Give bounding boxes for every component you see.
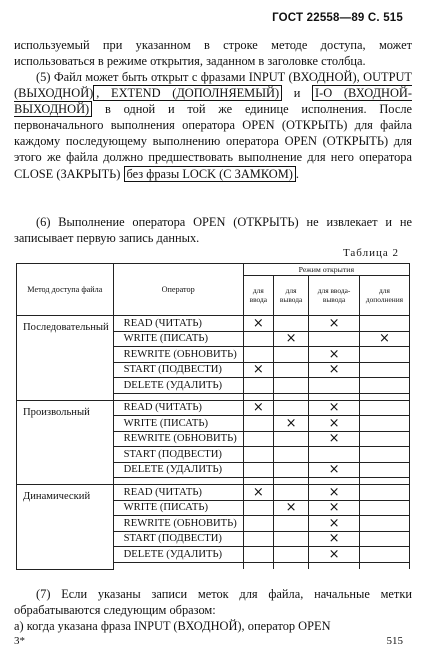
mark-cell xyxy=(359,378,409,394)
table-row xyxy=(17,316,410,332)
mark-cell xyxy=(243,447,273,463)
paragraph-7-text: (7) Если указаны записи меток для файла, начальные метки обрабатываются следующим образом: xyxy=(14,587,412,618)
boxed-phrase-io: I-O (ВХОДНОЙ-ВЫХОДНОЙ) xyxy=(14,86,413,117)
header-mode-io: для ввода-вывода xyxy=(309,276,360,316)
mark-cell: × xyxy=(309,416,360,432)
mark-cell: × xyxy=(309,400,360,416)
header-open-mode: Режим открытия xyxy=(243,264,409,276)
mark-cell xyxy=(243,347,273,363)
mark-cell xyxy=(273,362,308,378)
signature-mark: 3* xyxy=(14,635,25,647)
paragraph-6 xyxy=(14,214,412,246)
mark-cell xyxy=(359,462,409,478)
mark-cell: × xyxy=(309,547,360,563)
mark-cell xyxy=(359,531,409,547)
spacer-cell xyxy=(243,393,273,400)
mark-cell xyxy=(243,416,273,432)
mark-cell: × xyxy=(243,485,273,501)
header-mode-extend: для дополнения xyxy=(359,276,409,316)
paragraph-6-text: (6) Выполнение оператора OPEN (ОТКРЫТЬ) не извлекает и не записывает первую запись данных. xyxy=(14,215,412,246)
mark-cell: × xyxy=(309,462,360,478)
mark-cell xyxy=(309,378,360,394)
mark-cell xyxy=(273,547,308,563)
operator-cell: START (ПОДВЕСТИ) xyxy=(113,531,243,547)
mark-cell: × xyxy=(309,362,360,378)
mark-cell xyxy=(243,547,273,563)
access-method-cell: Произвольный xyxy=(17,400,114,485)
operator-cell: DELETE (УДАЛИТЬ) xyxy=(113,547,243,563)
table-caption: Таблица 2 xyxy=(342,247,399,259)
operator-cell: START (ПОДВЕСТИ) xyxy=(113,447,243,463)
mark-cell xyxy=(273,378,308,394)
mark-cell xyxy=(273,347,308,363)
access-method-cell: Динамический xyxy=(17,485,114,570)
operator-cell: READ (ЧИТАТЬ) xyxy=(113,400,243,416)
boxed-phrase-extend: , EXTEND (ДОПОЛНЯЕМЫЙ) xyxy=(93,85,282,101)
spacer-cell xyxy=(359,393,409,400)
mark-cell xyxy=(273,531,308,547)
page-number: 515 xyxy=(386,635,403,647)
spacer-cell xyxy=(273,562,308,569)
spacer-cell xyxy=(309,393,360,400)
operator-cell: REWRITE (ОБНОВИТЬ) xyxy=(113,347,243,363)
mark-cell: × xyxy=(309,531,360,547)
operator-cell: REWRITE (ОБНОВИТЬ) xyxy=(113,431,243,447)
header-mode-output: для вывода xyxy=(273,276,308,316)
spacer-cell xyxy=(243,562,273,569)
mark-cell xyxy=(243,331,273,347)
mark-cell xyxy=(309,447,360,463)
mark-cell xyxy=(273,485,308,501)
operator-cell: REWRITE (ОБНОВИТЬ) xyxy=(113,516,243,532)
mark-cell xyxy=(359,500,409,516)
mark-cell: × xyxy=(359,331,409,347)
spacer-cell xyxy=(309,478,360,485)
operator-cell: WRITE (ПИСАТЬ) xyxy=(113,416,243,432)
mark-cell: × xyxy=(309,485,360,501)
mark-cell: × xyxy=(309,516,360,532)
spacer-cell xyxy=(113,393,243,400)
mark-cell xyxy=(273,516,308,532)
mark-cell: × xyxy=(309,347,360,363)
mark-cell: × xyxy=(309,431,360,447)
header-operator: Оператор xyxy=(113,264,243,316)
spacer-cell xyxy=(113,478,243,485)
operator-cell: DELETE (УДАЛИТЬ) xyxy=(113,462,243,478)
mark-cell xyxy=(243,378,273,394)
paragraph-7a-text: а) когда указана фраза INPUT (ВХОДНОЙ), оператор OPEN xyxy=(14,619,331,634)
mark-cell xyxy=(243,500,273,516)
mark-cell xyxy=(359,547,409,563)
spacer-cell xyxy=(359,478,409,485)
spacer-cell xyxy=(309,562,360,569)
paragraph-5-text-d: . xyxy=(295,166,299,181)
mark-cell: × xyxy=(273,500,308,516)
mark-cell: × xyxy=(309,500,360,516)
mark-cell: × xyxy=(243,362,273,378)
mark-cell: × xyxy=(273,331,308,347)
mark-cell xyxy=(359,416,409,432)
mark-cell xyxy=(359,316,409,332)
spacer-cell xyxy=(243,478,273,485)
paragraph-5 xyxy=(14,69,412,182)
mark-cell xyxy=(359,447,409,463)
page-header: ГОСТ 22558—89 С. 515 xyxy=(272,12,403,24)
operator-cell: WRITE (ПИСАТЬ) xyxy=(113,331,243,347)
mark-cell: × xyxy=(243,400,273,416)
spacer-cell xyxy=(273,478,308,485)
mark-cell xyxy=(243,462,273,478)
mark-cell xyxy=(359,485,409,501)
mark-cell xyxy=(359,400,409,416)
mark-cell xyxy=(243,531,273,547)
paragraph-5-text-a: (5) Файл может быть открыт с фразами INPUT (ВХОДНОЙ), OUTPUT (ВЫХОДНОЙ) xyxy=(14,70,412,101)
table-row xyxy=(17,485,410,501)
mark-cell xyxy=(359,431,409,447)
mark-cell xyxy=(359,516,409,532)
header-method: Метод доступа файла xyxy=(17,264,114,316)
operator-cell: READ (ЧИТАТЬ) xyxy=(113,316,243,332)
mark-cell xyxy=(273,447,308,463)
spacer-cell xyxy=(359,562,409,569)
mark-cell xyxy=(273,462,308,478)
mark-cell xyxy=(359,347,409,363)
operator-cell: START (ПОДВЕСТИ) xyxy=(113,362,243,378)
mark-cell xyxy=(273,431,308,447)
table-row xyxy=(17,400,410,416)
operator-cell: WRITE (ПИСАТЬ) xyxy=(113,500,243,516)
operator-cell: DELETE (УДАЛИТЬ) xyxy=(113,378,243,394)
mark-cell: × xyxy=(309,316,360,332)
mark-cell: × xyxy=(273,416,308,432)
paragraph-7 xyxy=(14,586,412,634)
mark-cell xyxy=(273,316,308,332)
paragraph-5-text-c: в одной и той же единице исполнения. После первоначального выполнения оператора OPEN (ОТКРЫТЬ) для файла каждому последующему выполнению оператора OPEN (ОТКРЫТЬ) для этого же файла должно предшествовать выполнение для него оператора CLOSE (ЗАКРЫТЬ) xyxy=(14,102,412,181)
operator-cell: READ (ЧИТАТЬ) xyxy=(113,485,243,501)
header-mode-input: для ввода xyxy=(243,276,273,316)
mark-cell: × xyxy=(243,316,273,332)
boxed-phrase-lock: без фразы LOCK (С ЗАМКОМ) xyxy=(124,166,296,182)
mark-cell xyxy=(359,362,409,378)
paragraph-5-text-b: и xyxy=(293,86,301,101)
paragraph-continued: используемый при указанном в строке методе доступа, может использоваться в режиме открытия, заданном в заголовке столбца. xyxy=(14,38,412,69)
spacer-cell xyxy=(273,393,308,400)
open-mode-table xyxy=(16,263,410,570)
mark-cell xyxy=(273,400,308,416)
spacer-cell xyxy=(113,562,243,569)
mark-cell xyxy=(309,331,360,347)
mark-cell xyxy=(243,516,273,532)
access-method-cell: Последовательный xyxy=(17,316,114,401)
mark-cell xyxy=(243,431,273,447)
